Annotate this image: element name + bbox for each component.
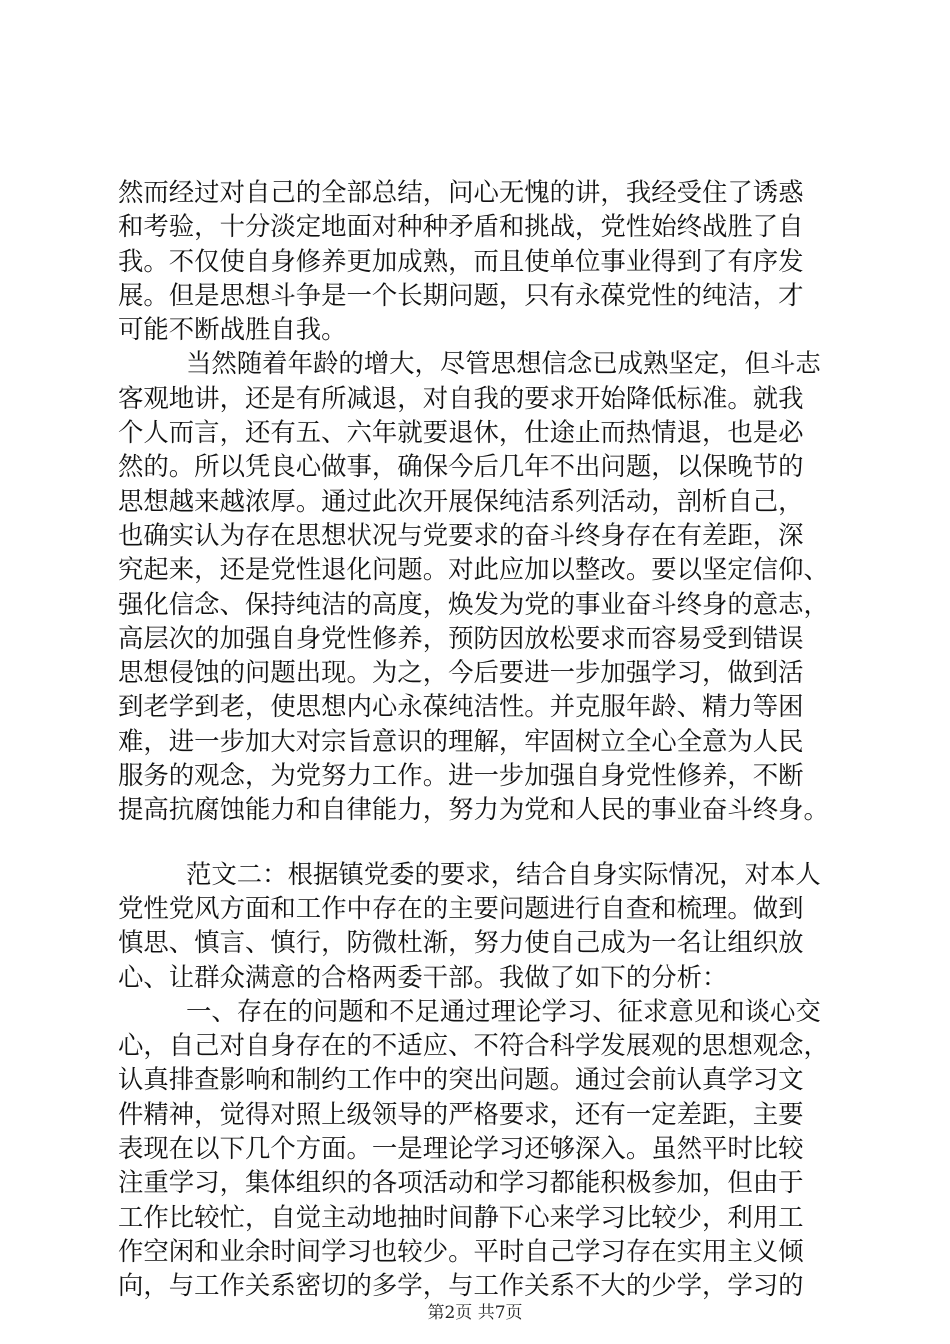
text-line: 思想侵蚀的问题出现。为之，今后要进一步加强学习，做到活: [118, 657, 804, 688]
text-line: 到老学到老，使思想内心永葆纯洁性。并克服年龄、精力等困: [118, 691, 804, 722]
text-line: 个人而言，还有五、六年就要退休，仕途止而热情退，也是必: [118, 417, 804, 448]
paragraph-gap: [118, 827, 858, 857]
text-line: 思想越来越浓厚。通过此次开展保纯洁系列活动，剖析自己，: [118, 485, 804, 516]
paragraph-self-reflection: [118, 346, 858, 826]
text-line: 党性党风方面和工作中存在的主要问题进行自查和梳理。做到: [118, 892, 804, 923]
text-line: 心，自己对自身存在的不适应、不符合科学发展观的思想观念，: [118, 1030, 829, 1061]
text-line: 和考验，十分淡定地面对种种矛盾和挑战，党性始终战胜了自: [118, 211, 804, 242]
paragraph-continuation: [118, 175, 858, 346]
text-line: 我。不仅使自身修养更加成熟，而且使单位事业得到了有序发: [118, 245, 804, 276]
text-line: 心、让群众满意的合格两委干部。我做了如下的分析：: [118, 961, 728, 992]
text-line: 也确实认为存在思想状况与党要求的奋斗终身存在有差距，深: [118, 519, 804, 550]
text-line: 强化信念、保持纯洁的高度，焕发为党的事业奋斗终身的意志，: [118, 588, 829, 619]
text-line: 展。但是思想斗争是一个长期问题，只有永葆党性的纯洁，才: [118, 279, 804, 310]
text-line: 向，与工作关系密切的多学，与工作关系不大的少学，学习的: [118, 1270, 804, 1301]
paragraph-sample-two-intro: [118, 857, 858, 994]
text-line: 表现在以下几个方面。一是理论学习还够深入。虽然平时比较: [118, 1133, 804, 1164]
text-line: 工作比较忙，自觉主动地抽时间静下心来学习比较少，利用工: [118, 1201, 804, 1232]
text-line: 难，进一步加大对宗旨意识的理解，牢固树立全心全意为人民: [118, 725, 804, 756]
text-line: 服务的观念，为党努力工作。进一步加强自身党性修养，不断: [118, 760, 804, 791]
text-line: 作空闲和业余时间学习也较少。平时自己学习存在实用主义倾: [118, 1235, 804, 1266]
text-line: 然而经过对自己的全部总结，问心无愧的讲，我经受住了诱惑: [118, 177, 804, 207]
text-line: 件精神，觉得对照上级领导的严格要求，还有一定差距，主要: [118, 1098, 804, 1129]
text-line: 慎思、慎言、慎行，防微杜渐，努力使自己成为一名让组织放: [118, 927, 804, 958]
text-line: 然的。所以凭良心做事，确保今后几年不出问题，以保晚节的: [118, 451, 804, 482]
text-line: 提高抗腐蚀能力和自律能力，努力为党和人民的事业奋斗终身。: [118, 794, 829, 825]
text-line: 注重学习，集体组织的各项活动和学习都能积极参加，但由于: [118, 1167, 804, 1198]
text-line: 一、存在的问题和不足通过理论学习、征求意见和谈心交: [186, 995, 821, 1026]
text-line: 究起来，还是党性退化问题。对此应加以整改。要以坚定信仰、: [118, 554, 829, 585]
page-number-footer: 第2页 共7页: [427, 1303, 523, 1323]
text-line: 当然随着年龄的增大，尽管思想信念已成熟坚定，但斗志: [186, 348, 821, 379]
document-body: [118, 175, 858, 1303]
text-line: 可能不断战胜自我。: [118, 314, 347, 345]
paragraph-problems: [118, 994, 858, 1303]
text-line: 认真排查影响和制约工作中的突出问题。通过会前认真学习文: [118, 1064, 804, 1095]
text-line: 客观地讲，还是有所减退，对自我的要求开始降低标准。就我: [118, 382, 804, 413]
text-line: 高层次的加强自身党性修养，预防因放松要求而容易受到错误: [118, 622, 804, 653]
text-line: 范文二：根据镇党委的要求，结合自身实际情况，对本人: [186, 858, 821, 889]
